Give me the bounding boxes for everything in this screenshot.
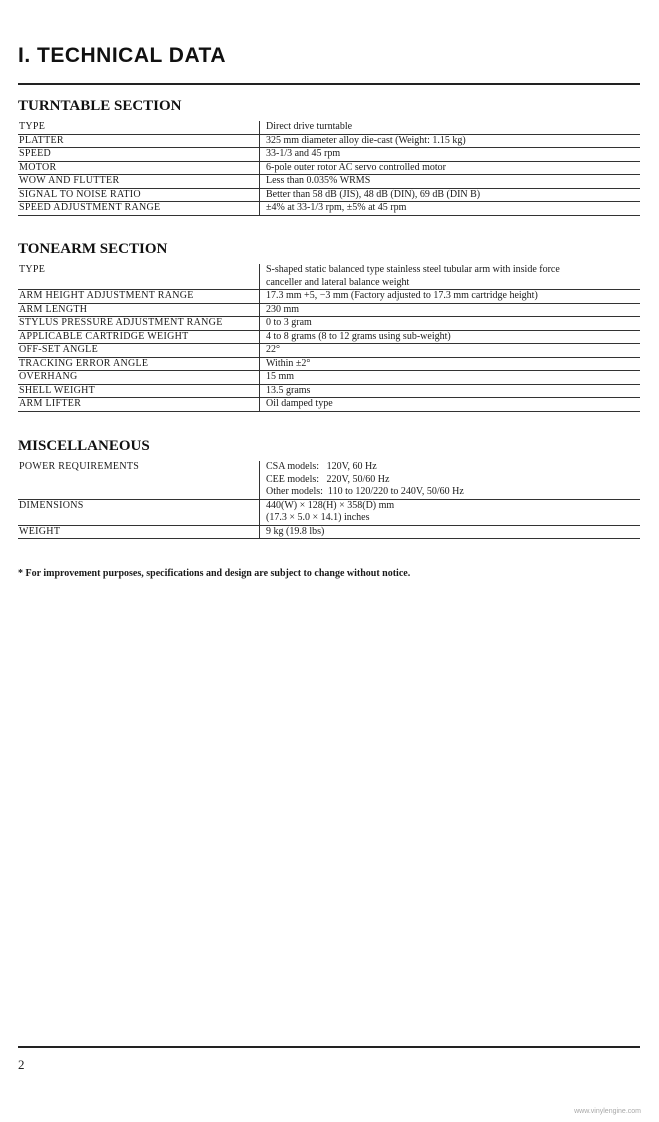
spec-value: 17.3 mm +5, −3 mm (Factory adjusted to 17.3 mm cartridge height) <box>260 290 641 304</box>
spec-label: ARM HEIGHT ADJUSTMENT RANGE <box>18 290 260 304</box>
spec-value: Other models: 110 to 120/220 to 240V, 50/60 Hz <box>260 486 641 499</box>
spec-value: (17.3 × 5.0 × 14.1) inches <box>260 512 641 525</box>
spec-table-turntable <box>18 121 640 216</box>
spec-label: WEIGHT <box>18 525 260 539</box>
spec-label: SPEED <box>18 148 260 162</box>
spec-label: STYLUS PRESSURE ADJUSTMENT RANGE <box>18 317 260 331</box>
spec-row <box>18 161 640 175</box>
spec-value: 0 to 3 gram <box>260 317 641 331</box>
spec-row <box>18 357 640 371</box>
spec-label: WOW AND FLUTTER <box>18 175 260 189</box>
spec-row <box>18 148 640 162</box>
spec-label: PLATTER <box>18 134 260 148</box>
spec-value: 15 mm <box>260 371 641 385</box>
spec-value: CEE models: 220V, 50/60 Hz <box>266 473 390 485</box>
spec-label: TYPE <box>18 264 260 290</box>
spec-value: ±4% at 33-1/3 rpm, ±5% at 45 rpm <box>260 202 641 216</box>
spec-row <box>18 384 640 398</box>
spec-label: DIMENSIONS <box>18 499 260 525</box>
page-number: 2 <box>18 1057 25 1072</box>
spec-value: 9 kg (19.8 lbs) <box>260 525 641 539</box>
spec-value: canceller and lateral balance weight <box>260 277 641 290</box>
title-divider <box>18 83 640 85</box>
spec-row <box>18 134 640 148</box>
spec-label: POWER REQUIREMENTS <box>18 461 260 499</box>
spec-row <box>18 330 640 344</box>
spec-row <box>18 499 640 512</box>
watermark: www.vinylengine.com <box>574 1108 641 1115</box>
spec-value: 230 mm <box>260 303 641 317</box>
spec-label: MOTOR <box>18 161 260 175</box>
spec-row <box>18 303 640 317</box>
spec-label: SPEED ADJUSTMENT RANGE <box>18 202 260 216</box>
spec-row <box>18 371 640 385</box>
spec-label: ARM LIFTER <box>18 398 260 412</box>
spec-row <box>18 264 640 277</box>
spec-row <box>18 290 640 304</box>
spec-row <box>18 344 640 358</box>
spec-label: OFF-SET ANGLE <box>18 344 260 358</box>
footnote: * For improvement purposes, specifications and design are subject to change without notice. <box>18 568 411 579</box>
spec-row <box>18 398 640 412</box>
spec-value: CSA models: 120V, 60 Hz <box>266 461 377 472</box>
spec-label: SHELL WEIGHT <box>18 384 260 398</box>
spec-value: Oil damped type <box>260 398 641 412</box>
spec-value: 33-1/3 and 45 rpm <box>260 148 641 162</box>
spec-row <box>18 317 640 331</box>
spec-row <box>18 202 640 216</box>
spec-label: TRACKING ERROR ANGLE <box>18 357 260 371</box>
section-title-turntable: TURNTABLE SECTION <box>18 98 182 114</box>
spec-row <box>18 121 640 134</box>
spec-value: Better than 58 dB (JIS), 48 dB (DIN), 69 dB (DIN B) <box>260 188 641 202</box>
spec-label: OVERHANG <box>18 371 260 385</box>
spec-value: S-shaped static balanced type stainless steel tubular arm with inside force <box>266 264 560 275</box>
spec-value: 4 to 8 grams (8 to 12 grams using sub-weight) <box>260 330 641 344</box>
spec-table-tonearm <box>18 264 640 412</box>
spec-value: 13.5 grams <box>260 384 641 398</box>
page-title: I. TECHNICAL DATA <box>18 44 226 67</box>
spec-label: TYPE <box>18 121 260 134</box>
spec-table-miscellaneous <box>18 461 640 539</box>
spec-row <box>18 461 640 474</box>
section-title-tonearm: TONEARM SECTION <box>18 241 168 257</box>
spec-value: Direct drive turntable <box>260 121 641 134</box>
footer-divider <box>18 1046 640 1048</box>
spec-value: 22° <box>260 344 641 358</box>
spec-label: SIGNAL TO NOISE RATIO <box>18 188 260 202</box>
spec-label: ARM LENGTH <box>18 303 260 317</box>
spec-value: Within ±2° <box>260 357 641 371</box>
spec-value: 440(W) × 128(H) × 358(D) mm <box>266 499 395 511</box>
spec-value: 6-pole outer rotor AC servo controlled motor <box>260 161 641 175</box>
spec-value: Less than 0.035% WRMS <box>260 175 641 189</box>
spec-label: APPLICABLE CARTRIDGE WEIGHT <box>18 330 260 344</box>
spec-value: 325 mm diameter alloy die-cast (Weight: 1.15 kg) <box>260 134 641 148</box>
spec-row <box>18 188 640 202</box>
spec-row <box>18 175 640 189</box>
spec-row <box>18 525 640 539</box>
section-title-miscellaneous: MISCELLANEOUS <box>18 438 150 454</box>
